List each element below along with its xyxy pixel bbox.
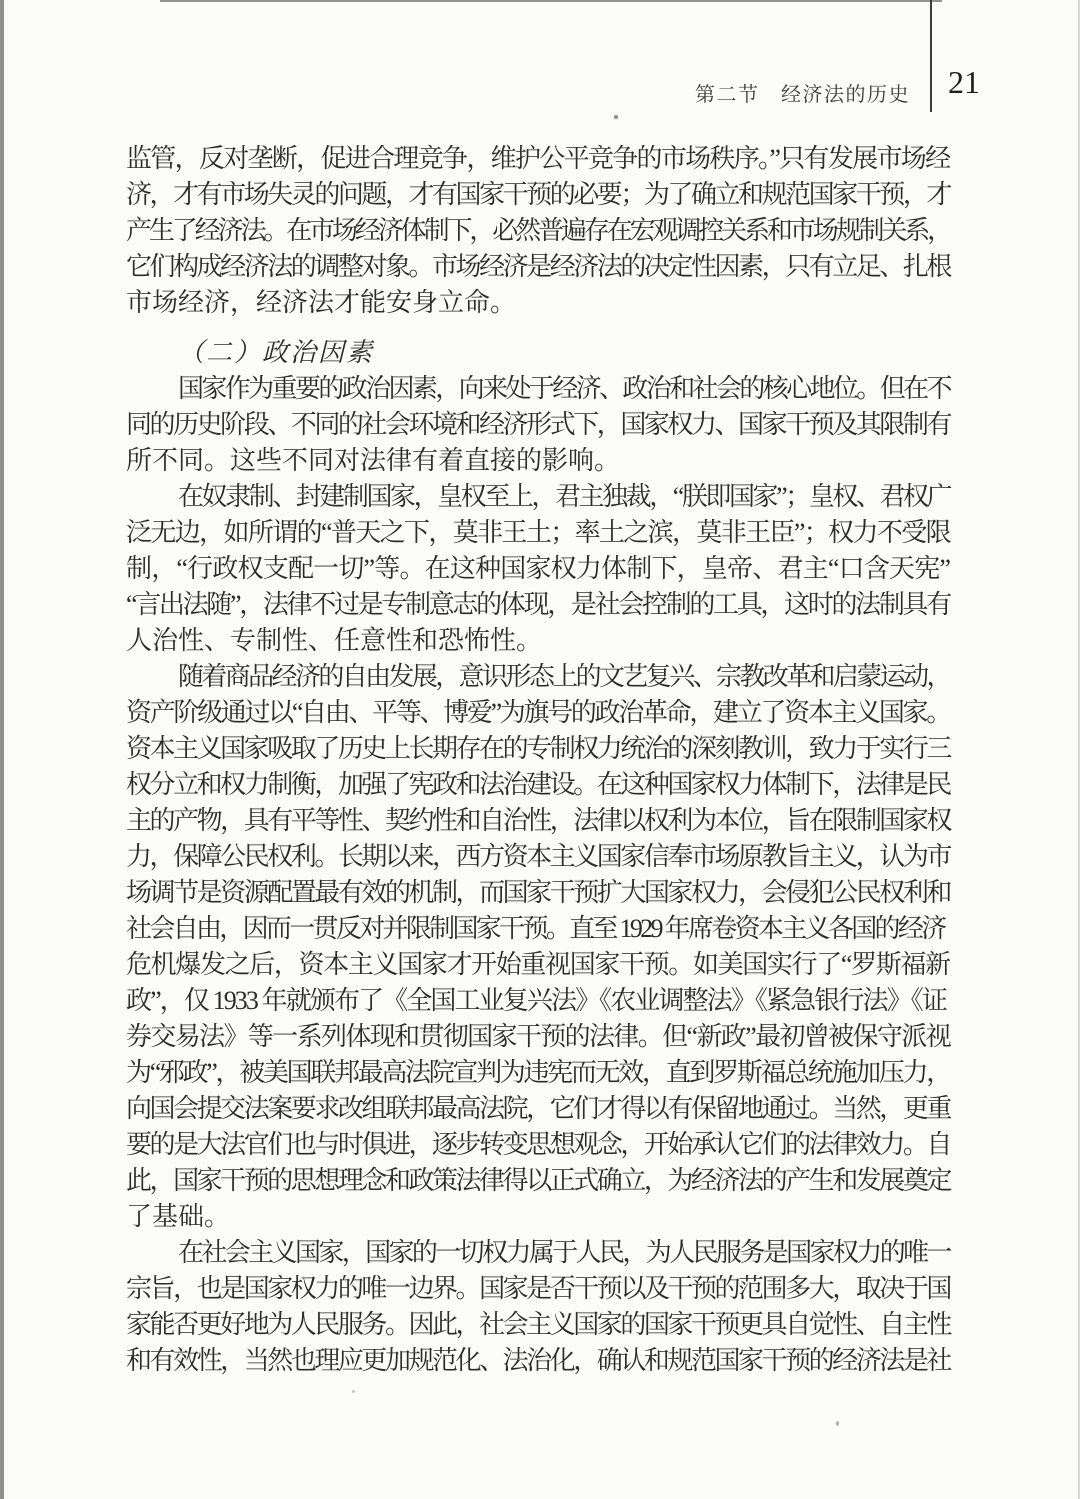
text-line: 权分立和权力制衡，加强了宪政和法治建设。在这种国家权力体制下，法律是民 [126,770,950,799]
text-line: 宗旨，也是国家权力的唯一边界。国家是否干预以及干预的范围多大，取决于国 [126,1274,950,1303]
text-line: 主的产物，具有平等性、契约性和自治性，法律以权利为本位，旨在限制国家权 [126,806,950,835]
text-line: 了基础。 [126,1202,231,1231]
text-line: 在社会主义国家，国家的一切权力属于人民，为人民服务是国家权力的唯一 [178,1238,950,1267]
running-header-section-title: 第二节 经济法的历史 [695,84,910,106]
left-edge-scan-shadow [0,0,4,1499]
text-line: “言出法随”，法律不过是专制意志的体现，是社会控制的工具，这时的法制具有 [126,590,950,619]
text-line: 制，“行政权支配一切”等。在这种国家权力体制下，皇帝、君主“口含天宪” [126,554,951,583]
text-line: 家能否更好地为人民服务。因此，社会主义国家的国家干预更具自觉性、自主性 [126,1310,950,1339]
section-heading [126,335,950,371]
text-line: 政”，仅 1933 年就颁布了《全国工业复兴法》《农业调整法》《紧急银行法》《证 [126,986,946,1015]
text-line: 泛无边，如所谓的“普天之下，莫非王土；率土之滨，莫非王臣”；权力不受限 [126,518,951,547]
text-line: 资本主义国家吸取了历史上长期存在的专制权力统治的深刻教训，致力于实行三 [126,734,950,763]
text-line: 同的历史阶段、不同的社会环境和经济形式下，国家权力、国家干预及其限制有 [126,410,950,439]
text-line: 场调节是资源配置最有效的机制，而国家干预扩大国家权力，会侵犯公民权利和 [126,878,950,907]
paragraph [126,1235,950,1379]
page-body [126,141,950,1379]
text-line: 市场经济，经济法才能安身立命。 [126,288,517,317]
text-line: 它们构成经济法的调整对象。市场经济是经济法的决定性因素，只有立足、扎根 [126,252,950,281]
text-line: 和有效性，当然也理应更加规范化、法治化，确认和规范国家干预的经济法是社 [126,1346,950,1375]
paragraph [126,659,950,1235]
paragraph [126,371,950,479]
paragraph [126,479,950,659]
text-line: 在奴隶制、封建制国家，皇权至上，君主独裁，“朕即国家”；皇权、君权广 [178,482,951,511]
text-line: 力，保障公民权利。长期以来，西方资本主义国家信奉市场原教旨主义，认为市 [126,842,950,871]
text-line: （二）政治因素 [178,338,375,367]
text-line: 此，国家干预的思想理念和政策法律得以正式确立，为经济法的产生和发展奠定 [126,1166,950,1195]
text-line: 产生了经济法。在市场经济体制下，必然普遍存在宏观调控关系和市场规制关系， [126,216,951,245]
text-line: 监管，反对垄断，促进合理竞争，维护公平竞争的市场秩序。”只有发展市场经 [126,144,950,173]
text-line: 券交易法》等一系列体现和贯彻国家干预的法律。但“新政”最初曾被保守派视 [126,1022,951,1051]
text-line: 社会自由，因而一贯反对并限制国家干预。直至 1929 年席卷资本主义各国的经济 [126,914,945,943]
text-line: 人治性、专制性、任意性和恐怖性。 [126,626,543,655]
scan-speck [836,1421,839,1426]
top-edge-scan-line [160,0,942,2]
page-number: 21 [948,64,980,100]
text-line: 危机爆发之后，资本主义国家才开始重视国家干预。如美国实行了“罗斯福新 [126,950,950,979]
scan-speck [614,115,618,119]
scan-speck [352,1390,355,1393]
text-line: 为“邪政”，被美国联邦最高法院宣判为违宪而无效，直到罗斯福总统施加压力， [126,1058,950,1087]
paragraph [126,141,950,321]
text-line: 国家作为重要的政治因素，向来处于经济、政治和社会的核心地位。但在不 [178,374,950,403]
text-line: 要的是大法官们也与时俱进，逐步转变思想观念，开始承认它们的法律效力。自 [126,1130,950,1159]
text-line: 随着商品经济的自由发展，意识形态上的文艺复兴、宗教改革和启蒙运动， [178,662,950,691]
text-line: 所不同。这些不同对法律有着直接的影响。 [126,446,621,475]
text-line: 济，才有市场失灵的问题，才有国家干预的必要；为了确立和规范国家干预，才 [126,180,950,209]
header-vertical-rule [930,0,932,112]
text-line: 资产阶级通过以“自由、平等、博爱”为旗号的政治革命，建立了资本主义国家。 [126,698,950,727]
text-line: 向国会提交法案要求改组联邦最高法院，它们才得以有保留地通过。当然，更重 [126,1094,950,1123]
